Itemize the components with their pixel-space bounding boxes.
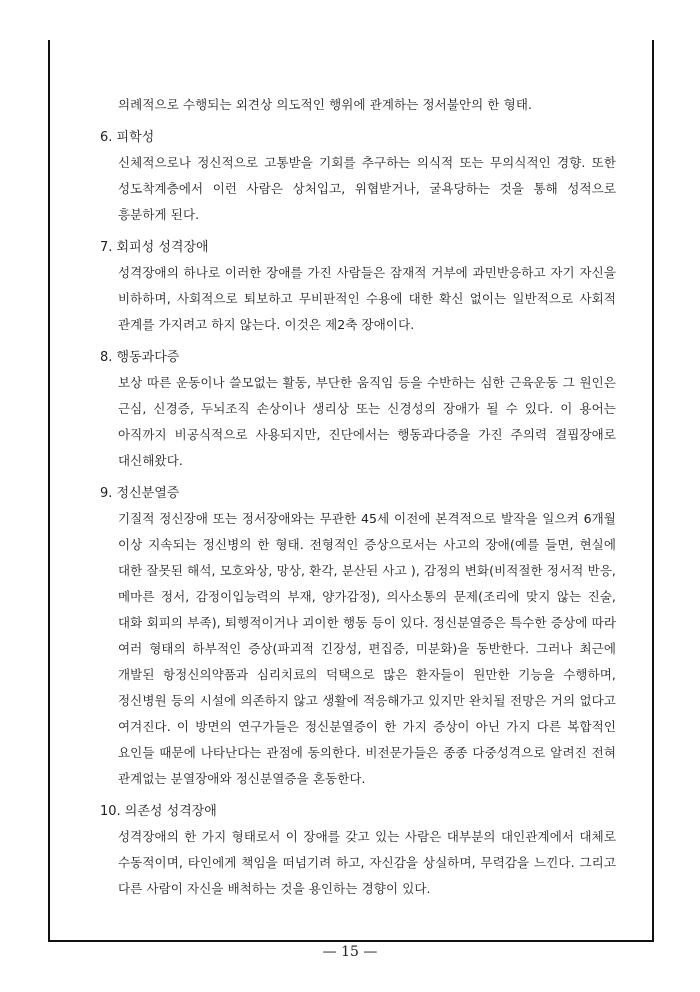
section-body: 보상 따른 운동이나 쓸모없는 활동, 부단한 움직임 등을 수반하는 심한 근육운동 그 원인은 근심, 신경증, 두뇌조직 손상이나 생리상 또는 신경성의 장애가 될 수 있다. 이 용어는 아직까지 비공식적으로 사용되지만, 진단에서는 행동과다증을 가진 주의력 결핍장애로 대신해왔다. (118, 375, 616, 468)
section-heading: 9. 정신분열증 (100, 486, 180, 501)
section-schizophrenia (100, 482, 616, 792)
section-dependent-personality-disorder (100, 800, 616, 902)
section-hyperactivity (100, 346, 616, 474)
page-number: — 15 — (322, 944, 378, 960)
section-body: 기질적 정신장애 또는 정서장애와는 무관한 45세 이전에 본격적으로 발작을 일으켜 6개월 이상 지속되는 정신병의 한 형태. 전형적인 증상으로서는 사고의 장애(예를 들면, 현실에 대한 잘못된 해석, 모호와상, 망상, 환각, 분산된 사고 ), 감정의 변화(비적절한 정서적 반응, 메마른 정서, 감정이입능력의 부재, 양가감정), 의사소통의 문제(조리에 맞지 않는 진술, 대화 회피의 부족), 퇴행적이거나 괴이한 행동 등이 있다. 정신분열증은 특수한 증상에 따라 여러 형태의 하부적인 증상(파괴적 긴장성, 편집증, 미분화)을 동반한다. 그러나 최근에 개발된 항정신의약품과 심리치료의 덕택으로 많은 환자들이 원만한 기능을 수행하며, 정신병원 등의 시설에 의존하지 않고 생활에 적응해가고 있지만 완치될 전망은 거의 없다고 여겨진다. 이 방면의 연구가들은 정신분열증이 한 가지 증상이 아닌 가지 다른 복합적인 요인들 때문에 나타난다는 관점에 동의한다. 비전문가들은 종종 다중성격으로 알려진 전혀 관계없는 분열장애와 정신분열증을 혼동한다. (118, 511, 616, 786)
continuation-paragraph: 의례적으로 수행되는 외견상 의도적인 행위에 관계하는 정서불안의 한 형태. (118, 97, 533, 112)
section-masochism (100, 126, 616, 228)
section-body: 성격장애의 하나로 이러한 장애를 가진 사람들은 잠재적 거부에 과민반응하고 자기 자신을 비하하며, 사회적으로 퇴보하고 무비판적인 수용에 대한 확신 없이는 일반적으로 사회적 관계를 가지려고 하지 않는다. 이것은 제2축 장애이다. (118, 265, 616, 332)
document-body (100, 92, 616, 902)
section-heading: 10. 의존성 성격장애 (100, 804, 217, 819)
section-heading: 8. 행동과다증 (100, 350, 180, 365)
section-body: 신체적으로나 정신적으로 고통받을 기회를 추구하는 의식적 또는 무의식적인 경향. 또한 성도착계층에서 이런 사람은 상처입고, 위협받거나, 굴욕당하는 것을 통해 성적으로 흥분하게 된다. (118, 155, 616, 222)
section-body: 성격장애의 한 가지 형태로서 이 장애를 갖고 있는 사람은 대부분의 대인관계에서 대체로 수동적이며, 타인에게 책임을 떠넘기려 하고, 자신감을 상실하며, 무력감을 느낀다. 그리고 다른 사람이 자신을 배척하는 것을 용인하는 경향이 있다. (118, 829, 616, 896)
section-avoidant-personality-disorder (100, 236, 616, 338)
section-heading: 7. 회피성 성격장애 (100, 240, 209, 255)
section-heading: 6. 피학성 (100, 130, 155, 145)
